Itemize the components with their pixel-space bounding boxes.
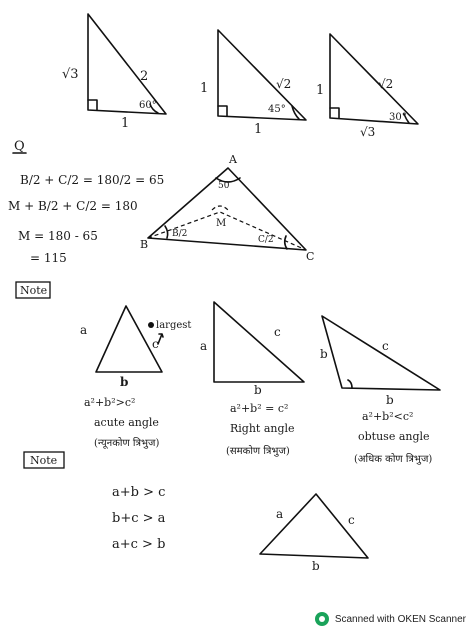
right-formula: a²+b² = c² [230, 402, 289, 415]
point-m-label: M [216, 218, 227, 229]
equation-line-1: B/2 + C/2 = 180/2 = 65 [20, 173, 165, 187]
side-c-label: c [348, 513, 355, 527]
inequality-triangle [260, 494, 368, 573]
side-vertical-label: 1 [316, 83, 325, 98]
half-b-label: B/2 [172, 229, 188, 239]
vertex-c-label: C [306, 250, 315, 263]
right-name: Right angle [230, 422, 295, 435]
right-hindi: (समकोण त्रिभुज) [226, 446, 290, 457]
inequality-rule-1: a+b > c [112, 485, 166, 500]
inequality-rule-3: a+c > b [112, 537, 166, 552]
obtuse-formula: a²+b²<c² [362, 410, 414, 423]
equation-line-4: = 115 [30, 251, 67, 265]
inequality-rule-2: b+c > a [112, 511, 166, 526]
triangle-45-degree [200, 30, 306, 137]
bisector-triangle [140, 153, 314, 263]
angle-label: 45° [268, 104, 286, 115]
side-c-label: c [382, 339, 389, 353]
side-a-label: a [80, 323, 88, 337]
side-c-label: c [152, 337, 159, 351]
side-hypotenuse-label: √2 [378, 77, 394, 91]
acute-triangle [80, 306, 191, 449]
angle-a-label: 50 [218, 181, 230, 191]
side-hypotenuse-label: √2 [276, 77, 292, 91]
vertex-a-label: A [229, 153, 237, 166]
note-label: Note [20, 284, 48, 297]
obtuse-hindi: (अधिक कोण त्रिभुज) [354, 454, 433, 465]
acute-name: acute angle [94, 416, 159, 429]
note-label: Note [30, 454, 58, 467]
oken-scanner-logo-icon [315, 612, 329, 626]
side-b-label: b [312, 559, 320, 573]
obtuse-name: obtuse angle [358, 430, 430, 443]
question-block [8, 139, 314, 265]
half-c-label: C/2 [258, 235, 274, 245]
obtuse-triangle [320, 316, 440, 465]
angle-label: 30° [389, 112, 407, 123]
side-b-label: b [386, 393, 394, 407]
vertex-b-label: B [140, 238, 149, 251]
side-b-label: b [120, 375, 129, 389]
side-c-label: c [274, 325, 281, 339]
watermark-text: Scanned with OKEN Scanner [334, 613, 466, 625]
side-base-label: 1 [121, 116, 130, 131]
acute-formula: a²+b²>c² [84, 396, 136, 409]
note-triangle-types [16, 282, 440, 465]
side-vertical-label: 1 [200, 81, 209, 96]
triangle-60-degree [62, 14, 166, 131]
side-a-label: a [276, 507, 284, 521]
largest-tag: largest [156, 320, 192, 331]
triangle-30-degree [316, 34, 418, 139]
side-base-label: 1 [254, 122, 263, 137]
scanner-watermark [315, 612, 466, 626]
note-triangle-inequality [24, 452, 368, 573]
side-base-label: √3 [360, 125, 376, 139]
side-b-label: b [254, 383, 262, 397]
side-a-label: a [200, 339, 208, 353]
side-vertical-label: √3 [62, 67, 79, 82]
side-a-label: b [320, 347, 328, 361]
equation-line-3: M = 180 - 65 [18, 229, 98, 243]
acute-hindi: (न्यूनकोण त्रिभुज) [94, 438, 160, 449]
side-hypotenuse-label: 2 [140, 69, 149, 84]
right-triangle [200, 302, 304, 457]
equation-line-2: M + B/2 + C/2 = 180 [8, 199, 138, 213]
angle-label: 60° [139, 100, 157, 111]
question-marker: Q [14, 139, 25, 154]
